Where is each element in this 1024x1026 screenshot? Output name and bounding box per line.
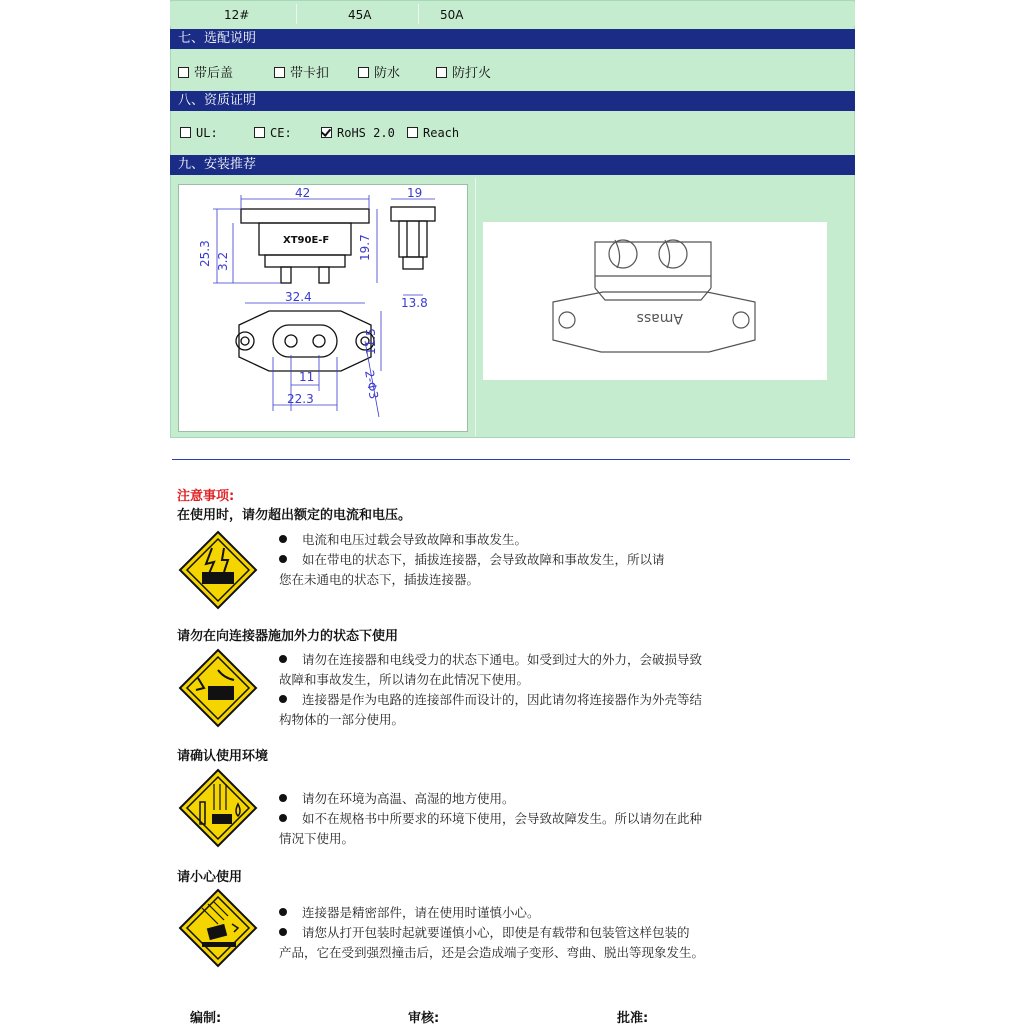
section-header-install: 九、安装推荐 — [170, 155, 855, 175]
option-anti-spark[interactable]: 防打火 — [436, 62, 491, 81]
bullet-dot — [279, 908, 287, 916]
electric-hazard-icon — [178, 530, 258, 610]
bullet-dot — [279, 555, 287, 563]
model-label: XT90E-F — [283, 235, 330, 246]
dim-3-2: 3.2 — [216, 251, 230, 271]
footer-approved-by: 批准: — [617, 1011, 649, 1026]
bullet-dot — [279, 535, 287, 543]
handle-with-care-icon — [178, 888, 258, 968]
notice-title: 注意事项: — [177, 489, 235, 504]
dim-22-3: 22.3 — [287, 392, 314, 406]
dim-32-4: 32.4 — [285, 290, 312, 304]
dim-42: 42 — [295, 186, 311, 200]
connector-illustration-svg — [483, 222, 827, 380]
option-snap-lock[interactable]: 带卡扣 — [274, 62, 329, 81]
max-current-cell: 50A — [440, 8, 464, 22]
section-header-certs: 八、资质证明 — [170, 91, 855, 111]
checkbox-icon[interactable] — [178, 67, 189, 78]
dim-hole: 2-Φ3 — [362, 369, 381, 401]
bullet-dot — [279, 655, 287, 663]
notice-bullets-3: 请勿在环境为高温、高湿的地方使用。 如不在规格书中所要求的环境下使用，会导致故障发生。所以请勿在此种 情况下使用。 — [279, 791, 703, 846]
connector-drawing-svg — [179, 185, 467, 431]
checkbox-icon[interactable] — [180, 127, 191, 138]
notice-heading-care: 请小心使用 — [177, 870, 243, 885]
footer-reviewed-by: 审核: — [408, 1011, 440, 1026]
section-header-options: 七、选配说明 — [170, 29, 855, 49]
footer-prepared-by: 编制: — [190, 1011, 222, 1026]
install-divider — [475, 178, 476, 436]
option-waterproof[interactable]: 防水 — [358, 62, 400, 81]
brand-mark: Amass — [636, 310, 683, 326]
option-back-cover[interactable]: 带后盖 — [178, 62, 233, 81]
checkbox-icon[interactable] — [358, 67, 369, 78]
dim-11: 11 — [299, 370, 315, 384]
cert-ul[interactable]: UL: — [180, 126, 218, 140]
bullet-dot — [279, 814, 287, 822]
notice-bullets-1: 电流和电压过载会导致故障和事故发生。 如在带电的状态下，插拔连接器，会导致故障和事故发生，所以请 您在未通电的状态下，插拔连接器。 — [279, 532, 665, 587]
environment-icon — [178, 768, 258, 848]
product-image — [483, 222, 827, 380]
notice-bullets-4: 连接器是精密部件，请在使用时谨慎小心。 请您从打开包装时起就要谨慎小心，即使是有载带和包装管这样包装的 产品，它在受到强烈撞击后，还是会造成端子变形、弯曲、脱出等现象发生。 — [279, 905, 705, 960]
cell-divider — [296, 4, 297, 24]
notice-bullets-2: 请勿在连接器和电线受力的状态下通电。如受到过大的外力，会破损导致 故障和事故发生，所以请勿在此情况下使用。 连接器是作为电路的连接部件而设计的，因此请勿将连接器作为外壳等结 构物体的一部分使用。 — [279, 652, 703, 727]
cert-reach[interactable]: Reach — [407, 126, 459, 140]
checkbox-icon[interactable] — [436, 67, 447, 78]
notice-subtitle: 在使用时，请勿超出额定的电流和电压。 — [177, 508, 412, 523]
cert-ce[interactable]: CE: — [254, 126, 292, 140]
wire-gauge-cell: 12# — [224, 8, 250, 22]
bullet-dot — [279, 695, 287, 703]
dim-19-7: 19.7 — [358, 234, 372, 261]
dim-19: 19 — [407, 186, 423, 200]
cert-rohs[interactable]: RoHS 2.0 — [321, 126, 395, 140]
spec-row — [170, 2, 855, 26]
dim-11-5: 11.5 — [364, 328, 378, 355]
checkbox-icon[interactable] — [407, 127, 418, 138]
cell-divider — [418, 4, 419, 24]
dimension-drawing — [178, 184, 468, 432]
rated-current-cell: 45A — [348, 8, 372, 22]
external-force-icon — [178, 648, 258, 728]
bullet-dot — [279, 794, 287, 802]
dim-13-8: 13.8 — [401, 296, 428, 310]
divider-rule — [172, 459, 850, 460]
checkbox-icon[interactable] — [274, 67, 285, 78]
checked-checkbox-icon[interactable] — [321, 127, 332, 138]
dim-25-3: 25.3 — [198, 240, 212, 267]
bullet-dot — [279, 928, 287, 936]
notice-heading-force: 请勿在向连接器施加外力的状态下使用 — [177, 629, 399, 644]
notice-heading-environment: 请确认使用环境 — [177, 749, 269, 764]
checkbox-icon[interactable] — [254, 127, 265, 138]
